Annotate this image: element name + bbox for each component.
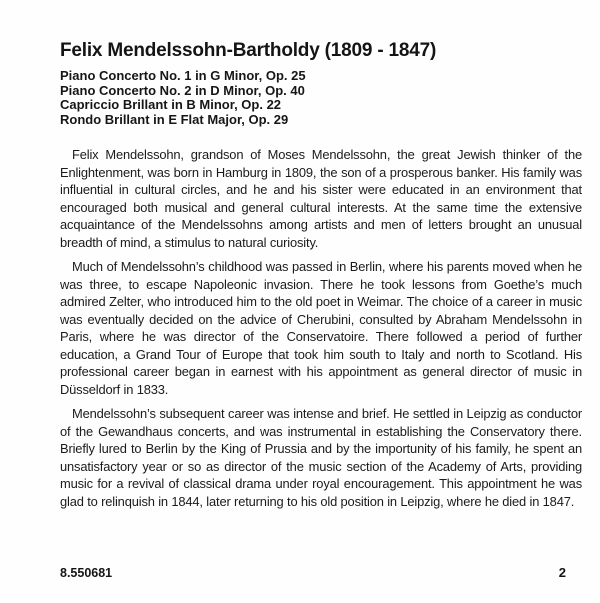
work-item: Rondo Brillant in E Flat Major, Op. 29 <box>60 111 289 127</box>
page-number: 2 <box>558 565 566 580</box>
biography-text <box>60 146 582 517</box>
work-item: Piano Concerto No. 2 in D Minor, Op. 40 <box>60 82 305 98</box>
paragraph: Felix Mendelssohn, grandson of Moses Mendelssohn, the great Jewish thinker of the Enlightenment, was born in Hamburg in 1809, the son of a prosperous banker. His family was influential in cultural circles, and he and his sister were educated in an environment that encouraged both musical and general cultural interests. At the same time the extensive acquaintance of the Mendelssohns among artists and men of letters brought an unusual breadth of mind, a stimulus to natural curiosity. <box>60 147 582 250</box>
paragraph: Much of Mendelssohn’s childhood was passed in Berlin, where his parents moved when he was three, to escape Napoleonic invasion. There he took lessons from Goethe’s much admired Zelter, who introduced him to the old poet in Weimar. The choice of a career in music was eventually decided on the advice of Cherubini, consulted by Abraham Mendelssohn in Paris, where he was director of the Conservatoire. There followed a period of further education, a Grand Tour of Europe that took him south to Italy and north to Scotland. His professional career began in earnest with his appointment as general director of music in Düsseldorf in 1833. <box>60 259 582 397</box>
works-list <box>60 69 306 127</box>
page-title: Felix Mendelssohn-Bartholdy (1809 - 1847) <box>60 40 437 61</box>
catalog-number: 8.550681 <box>60 566 113 580</box>
paragraph: Mendelssohn’s subsequent career was intense and brief. He settled in Leipzig as conductor of the Gewandhaus concerts, and was instrumental in establishing the Conservatory there. Briefly lured to Berlin by the King of Prussia and by the importunity of his family, he spent an unsatisfactory year or so as director of the music section of the Academy of Arts, providing music for a revival of classical drama under royal encouragement. This appointment he was glad to relinquish in 1844, later returning to his old position in Leipzig, where he died in 1847. <box>60 406 582 509</box>
work-item: Piano Concerto No. 1 in G Minor, Op. 25 <box>60 68 306 83</box>
work-item: Capriccio Brillant in B Minor, Op. 22 <box>60 97 282 112</box>
